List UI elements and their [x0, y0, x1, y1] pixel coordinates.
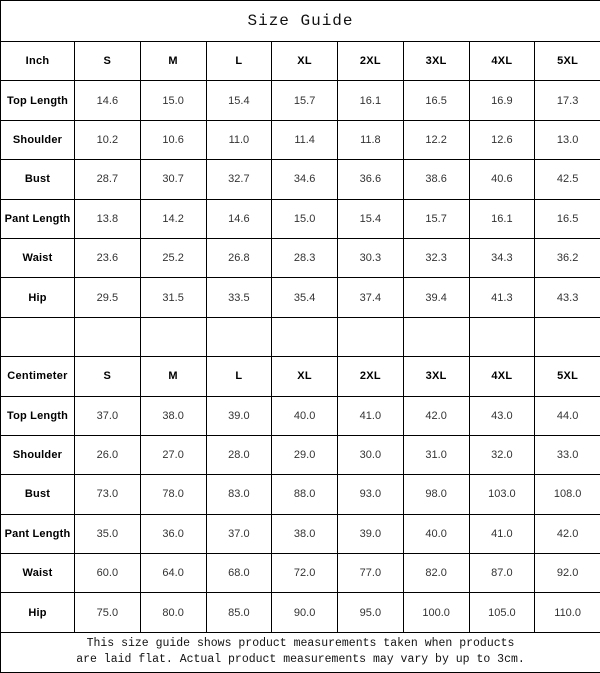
measurement-row: [1, 593, 600, 632]
value-cell: 38.0: [272, 514, 338, 553]
size-header-cell: 5XL: [535, 357, 600, 396]
value-cell: 40.6: [469, 160, 535, 199]
value-cell: 32.3: [403, 238, 469, 277]
value-cell: 15.7: [272, 81, 338, 120]
measurement-row: [1, 278, 600, 317]
value-cell: 73.0: [75, 475, 141, 514]
value-cell: 28.7: [75, 160, 141, 199]
row-label-cell: Shoulder: [1, 435, 75, 474]
value-cell: 30.7: [140, 160, 206, 199]
value-cell: 23.6: [75, 238, 141, 277]
value-cell: 29.5: [75, 278, 141, 317]
value-cell: 43.3: [535, 278, 600, 317]
empty-cell: [338, 317, 404, 356]
title-row: [1, 1, 600, 42]
footer-note-line-1: This size guide shows product measurements taken when products: [1, 636, 600, 653]
size-header-cell: 3XL: [403, 357, 469, 396]
size-guide-title: Size Guide: [1, 1, 600, 42]
value-cell: 39.0: [338, 514, 404, 553]
value-cell: 41.0: [338, 396, 404, 435]
value-cell: 17.3: [535, 81, 600, 120]
unit-header-cell: Inch: [1, 42, 75, 81]
value-cell: 15.7: [403, 199, 469, 238]
value-cell: 12.2: [403, 120, 469, 159]
value-cell: 93.0: [338, 475, 404, 514]
value-cell: 35.0: [75, 514, 141, 553]
size-header-cell: M: [140, 357, 206, 396]
value-cell: 64.0: [140, 554, 206, 593]
value-cell: 16.1: [469, 199, 535, 238]
row-label-cell: Waist: [1, 554, 75, 593]
empty-cell: [272, 317, 338, 356]
size-header-cell: 5XL: [535, 42, 600, 81]
value-cell: 36.6: [338, 160, 404, 199]
row-label-cell: Shoulder: [1, 120, 75, 159]
row-label-cell: Top Length: [1, 396, 75, 435]
empty-cell: [469, 317, 535, 356]
empty-cell: [403, 317, 469, 356]
value-cell: 72.0: [272, 554, 338, 593]
value-cell: 31.0: [403, 435, 469, 474]
value-cell: 60.0: [75, 554, 141, 593]
value-cell: 12.6: [469, 120, 535, 159]
value-cell: 39.0: [206, 396, 272, 435]
value-cell: 39.4: [403, 278, 469, 317]
value-cell: 15.0: [140, 81, 206, 120]
measurement-row: [1, 160, 600, 199]
value-cell: 14.6: [75, 81, 141, 120]
spacer-row: [1, 317, 600, 356]
footer-note: [1, 632, 600, 672]
value-cell: 37.4: [338, 278, 404, 317]
size-header-cell: S: [75, 42, 141, 81]
value-cell: 16.5: [403, 81, 469, 120]
value-cell: 15.0: [272, 199, 338, 238]
value-cell: 16.9: [469, 81, 535, 120]
value-cell: 32.7: [206, 160, 272, 199]
row-label-cell: Hip: [1, 278, 75, 317]
value-cell: 28.3: [272, 238, 338, 277]
value-cell: 108.0: [535, 475, 600, 514]
value-cell: 75.0: [75, 593, 141, 632]
value-cell: 82.0: [403, 554, 469, 593]
footer-note-line-2: are laid flat. Actual product measurements may vary by up to 3cm.: [1, 652, 600, 669]
value-cell: 14.2: [140, 199, 206, 238]
empty-cell: [75, 317, 141, 356]
value-cell: 103.0: [469, 475, 535, 514]
value-cell: 16.1: [338, 81, 404, 120]
value-cell: 85.0: [206, 593, 272, 632]
value-cell: 36.0: [140, 514, 206, 553]
value-cell: 37.0: [206, 514, 272, 553]
value-cell: 68.0: [206, 554, 272, 593]
unit-header-row: [1, 357, 600, 396]
value-cell: 38.6: [403, 160, 469, 199]
measurement-row: [1, 238, 600, 277]
row-label-cell: Pant Length: [1, 199, 75, 238]
value-cell: 100.0: [403, 593, 469, 632]
measurement-row: [1, 120, 600, 159]
value-cell: 42.0: [535, 514, 600, 553]
value-cell: 10.6: [140, 120, 206, 159]
value-cell: 98.0: [403, 475, 469, 514]
row-label-cell: Hip: [1, 593, 75, 632]
value-cell: 29.0: [272, 435, 338, 474]
value-cell: 13.8: [75, 199, 141, 238]
measurement-row: [1, 514, 600, 553]
value-cell: 88.0: [272, 475, 338, 514]
centimeter-section: [1, 357, 600, 633]
value-cell: 38.0: [140, 396, 206, 435]
footer-row: [1, 632, 600, 672]
value-cell: 28.0: [206, 435, 272, 474]
value-cell: 33.5: [206, 278, 272, 317]
value-cell: 30.3: [338, 238, 404, 277]
row-label-cell: Bust: [1, 160, 75, 199]
size-header-cell: L: [206, 42, 272, 81]
size-header-cell: 4XL: [469, 42, 535, 81]
value-cell: 34.3: [469, 238, 535, 277]
measurement-row: [1, 81, 600, 120]
value-cell: 92.0: [535, 554, 600, 593]
row-label-cell: Top Length: [1, 81, 75, 120]
value-cell: 11.8: [338, 120, 404, 159]
value-cell: 10.2: [75, 120, 141, 159]
size-header-cell: S: [75, 357, 141, 396]
value-cell: 95.0: [338, 593, 404, 632]
value-cell: 44.0: [535, 396, 600, 435]
measurement-row: [1, 554, 600, 593]
measurement-row: [1, 435, 600, 474]
value-cell: 40.0: [272, 396, 338, 435]
value-cell: 42.0: [403, 396, 469, 435]
value-cell: 26.0: [75, 435, 141, 474]
empty-cell: [140, 317, 206, 356]
size-header-cell: 2XL: [338, 42, 404, 81]
value-cell: 83.0: [206, 475, 272, 514]
value-cell: 13.0: [535, 120, 600, 159]
value-cell: 11.0: [206, 120, 272, 159]
row-label-cell: Bust: [1, 475, 75, 514]
value-cell: 15.4: [338, 199, 404, 238]
value-cell: 26.8: [206, 238, 272, 277]
empty-cell: [206, 317, 272, 356]
size-header-cell: XL: [272, 42, 338, 81]
value-cell: 34.6: [272, 160, 338, 199]
row-label-cell: Waist: [1, 238, 75, 277]
value-cell: 110.0: [535, 593, 600, 632]
row-label-cell: Pant Length: [1, 514, 75, 553]
size-header-cell: 2XL: [338, 357, 404, 396]
value-cell: 25.2: [140, 238, 206, 277]
empty-cell: [535, 317, 600, 356]
value-cell: 14.6: [206, 199, 272, 238]
value-cell: 41.3: [469, 278, 535, 317]
value-cell: 77.0: [338, 554, 404, 593]
size-header-cell: 4XL: [469, 357, 535, 396]
empty-cell: [1, 317, 75, 356]
value-cell: 30.0: [338, 435, 404, 474]
value-cell: 31.5: [140, 278, 206, 317]
value-cell: 32.0: [469, 435, 535, 474]
size-header-cell: L: [206, 357, 272, 396]
value-cell: 35.4: [272, 278, 338, 317]
value-cell: 78.0: [140, 475, 206, 514]
value-cell: 16.5: [535, 199, 600, 238]
value-cell: 41.0: [469, 514, 535, 553]
value-cell: 43.0: [469, 396, 535, 435]
measurement-row: [1, 199, 600, 238]
value-cell: 87.0: [469, 554, 535, 593]
value-cell: 33.0: [535, 435, 600, 474]
measurement-row: [1, 475, 600, 514]
size-header-cell: 3XL: [403, 42, 469, 81]
size-header-cell: M: [140, 42, 206, 81]
inch-section: [1, 42, 600, 318]
unit-header-row: [1, 42, 600, 81]
value-cell: 36.2: [535, 238, 600, 277]
value-cell: 11.4: [272, 120, 338, 159]
unit-header-cell: Centimeter: [1, 357, 75, 396]
value-cell: 27.0: [140, 435, 206, 474]
value-cell: 80.0: [140, 593, 206, 632]
measurement-row: [1, 396, 600, 435]
value-cell: 40.0: [403, 514, 469, 553]
value-cell: 90.0: [272, 593, 338, 632]
size-header-cell: XL: [272, 357, 338, 396]
value-cell: 105.0: [469, 593, 535, 632]
value-cell: 15.4: [206, 81, 272, 120]
value-cell: 42.5: [535, 160, 600, 199]
value-cell: 37.0: [75, 396, 141, 435]
